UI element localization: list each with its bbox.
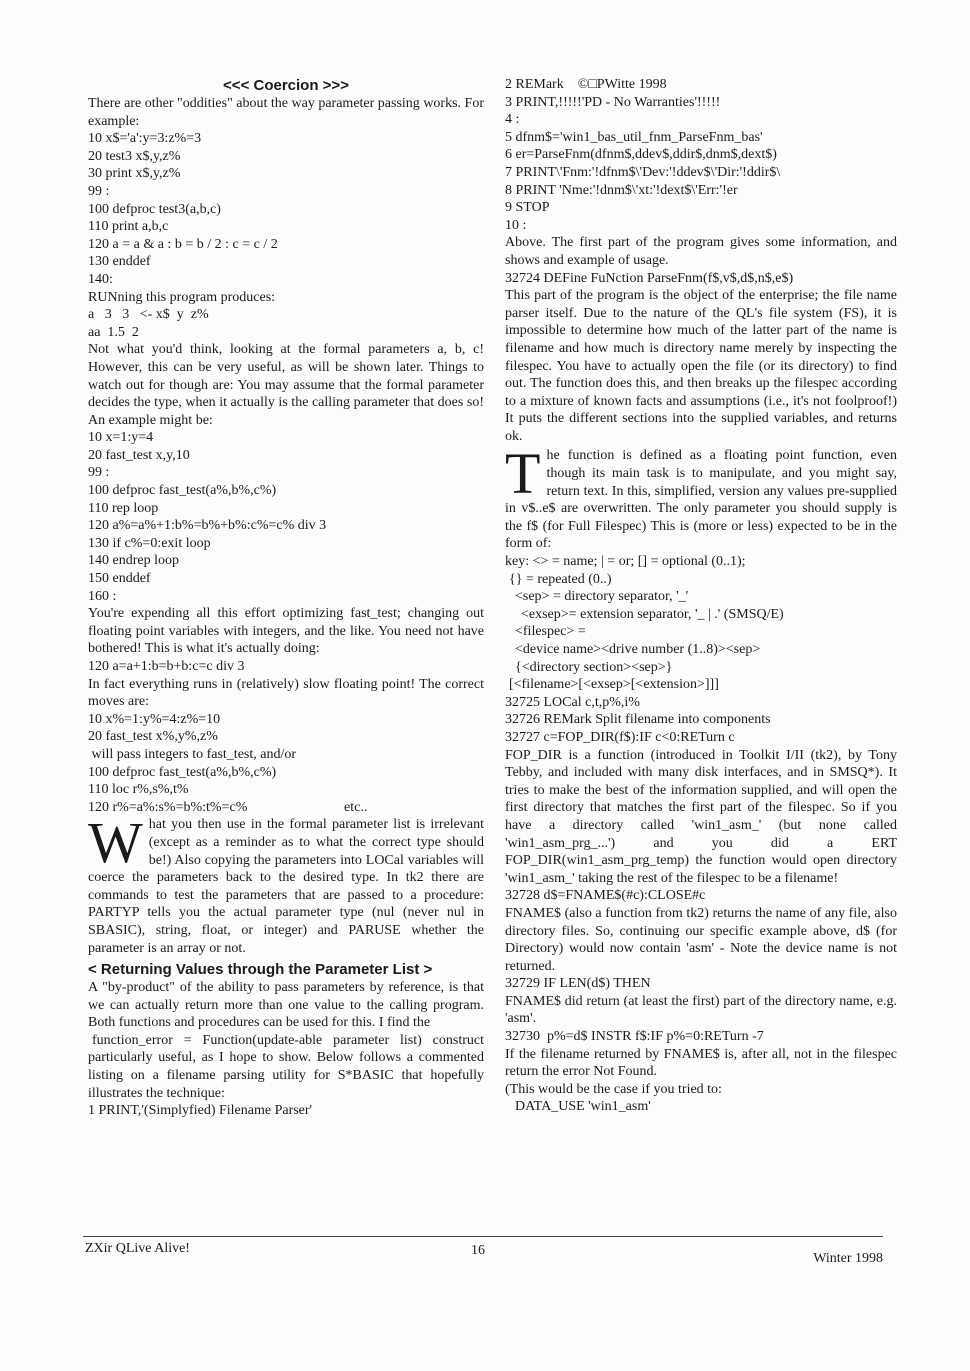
paragraph: hat you then use in the formal parameter list is irrelevant (except as a reminder as to what the correct type should be!) Also copying the parameters into LOCal variables will coerce the parameters back to the desired type. In tk2 there are commands to test the parameters that are passed to a procedure: PARTYP tells you the actual parameter type (nul (never nul in SBASIC), string, float, or integer) and PARUSE whether the parameter is an array or not.	[88, 817, 484, 956]
key-block	[505, 553, 897, 694]
section-heading-coercion: <<< Coercion >>>	[223, 77, 349, 94]
paragraph: FOP_DIR is a function (introduced in Toolkit I/II (tk2), by Tony Tebby, and included with many disk interfaces, and in SMSQ*). It tries to make the best of the information supplied, and will open the first directory that matches the first part of the filespec. So if you have a directory called 'win1_asm_' (but none called 'win1_asm_prg_...') and you did a ERT FOP_DIR(win1_asm_prg_temp) the function would open directory 'win1_asm_' taking the rest of the filespec to be a filename!	[505, 747, 897, 886]
code-line: 120 r%=a%:s%=b%:t%=c%	[88, 799, 248, 815]
dropcap-paragraph	[88, 810, 484, 957]
paragraph: In fact everything runs in (relatively) slow floating point! The correct moves are:	[88, 676, 484, 710]
code-line: 32728 d$=FNAME$(#c):CLOSE#c	[505, 888, 706, 904]
code-block	[88, 130, 484, 288]
code-line: 1 PRINT,'(Simplyfied) Filename Parser'	[88, 1103, 313, 1119]
code-line: 140 endrep loop	[88, 553, 179, 569]
code-line: 5 dfnm$='win1_bas_util_fnm_ParseFnm_bas'	[505, 129, 763, 145]
code-block	[505, 694, 897, 747]
code-line: 100 defproc test3(a,b,c)	[88, 201, 221, 217]
code-line: <exsep>= extension separator, '_ | .' (SMSQ/E)	[521, 606, 784, 622]
code-line: 10 x=1:y=4	[88, 430, 154, 446]
code-line: 7 PRINT\'Fnm:'!dfnm$\'Dev:'!ddev$\'Dir:'!ddir$\	[505, 164, 781, 180]
code-block	[88, 429, 484, 605]
page-footer	[83, 1236, 883, 1267]
paragraph: function_error = Function(update-able parameter list) construct particularly useful, as I hope to show. Below follows a commented listing on a filename parsing utility for S*BASIC that hopefully illustrates the technique:	[88, 1032, 484, 1101]
code-line: 3 PRINT,!!!!!'PD - No Warranties'!!!!!	[505, 94, 721, 110]
paragraph: (This would be the case if you tried to:	[505, 1081, 722, 1097]
section-heading-returning-values: < Returning Values through the Parameter List >	[88, 961, 433, 979]
dropcap-letter: T	[505, 441, 541, 507]
code-line: 120 a = a & a : b = b / 2 : c = c / 2	[88, 236, 278, 252]
code-line: 99 :	[88, 183, 110, 199]
code-line: 6 er=ParseFnm(dfnm$,ddev$,ddir$,dnm$,dext$)	[505, 147, 777, 163]
code-line: {<directory section><sep>}	[515, 659, 673, 675]
code-line: 32724 DEFine FuNction ParseFnm(f$,v$,d$,n$,e$)	[505, 270, 794, 286]
code-line: 120 a%=a%+1:b%=b%+b%:c%=c% div 3	[88, 518, 327, 534]
code-line: 160 :	[88, 588, 117, 604]
page-number: 16	[471, 1243, 485, 1258]
code-line: 4 :	[505, 112, 520, 128]
code-line: 10 :	[505, 217, 527, 233]
code-line: 32726 REMark Split filename into components	[505, 712, 771, 728]
code-line: 130 if c%=0:exit loop	[88, 535, 211, 551]
paragraph: You're expending all this effort optimizing fast_test; changing out floating point variables with integers, and the like. You need not have bothered! This is what it's actually doing:	[88, 606, 484, 657]
code-line: 20 fast_test x,y,10	[88, 447, 190, 463]
code-line: 32730 p%=d$ INSTR f$:IF p%=0:RETurn -7	[505, 1029, 764, 1045]
code-block	[88, 764, 484, 817]
paragraph: This part of the program is the object of the enterprise; the file name parser itself. Due to the nature of the QL's file system (FS), it is impossible to determine how much of the latter part of the name is filename and how much is directory name merely by inspecting the filespec. You have to actually open the file (or its directory) to find out. The function does this, and then breaks up the filespec according to a mixture of known facts and assumptions (i.e., it's not foolproof!) It puts the different sections into the supplied variables, and returns ok.	[505, 288, 897, 444]
code-line: 8 PRINT 'Nme:'!dnm$\'xt:'!dext$\'Err:'!er	[505, 182, 738, 198]
code-line: 30 print x$,y,z%	[88, 166, 181, 182]
code-line: {} = repeated (0..)	[509, 571, 612, 587]
etc-note: etc..	[344, 799, 368, 815]
code-line: aa 1.5 2	[88, 324, 139, 340]
code-line: 150 enddef	[88, 571, 151, 587]
code-block	[88, 658, 484, 676]
dropcap-letter: W	[88, 810, 143, 876]
code-line: a 3 3 <- x$ y z%	[88, 307, 209, 323]
code-line: <sep> = directory separator, '_'	[515, 589, 689, 605]
code-line: 10 x$='a':y=3:z%=3	[88, 131, 202, 147]
code-line: [<filename>[<exsep>[<extension>]]]	[509, 677, 719, 693]
code-line: <device name><drive number (1..8)><sep>	[515, 642, 761, 657]
paragraph: A "by-product" of the ability to pass parameters by reference, is that we can actually return more than one value to the calling program. Both functions and procedures can be used for this. I find the	[88, 980, 484, 1031]
code-line: 32729 IF LEN(d$) THEN	[505, 976, 651, 992]
code-block	[88, 711, 484, 746]
code-line: <filespec> =	[515, 624, 586, 640]
right-column	[505, 76, 897, 1116]
code-line: 32725 LOCal c,t,p%,i%	[505, 694, 640, 710]
code-line: 100 defproc fast_test(a%,b%,c%)	[88, 483, 277, 499]
code-line: 100 defproc fast_test(a%,b%,c%)	[88, 764, 277, 780]
code-line: 140:	[88, 271, 113, 287]
code-line: 2 REMark ©□PWitte 1998	[505, 77, 667, 92]
dropcap-paragraph	[505, 441, 897, 553]
code-line: 9 STOP	[505, 200, 550, 216]
paragraph: Above. The first part of the program gives some information, and shows and example of usage.	[505, 235, 897, 268]
code-line: 10 x%=1:y%=4:z%=10	[88, 711, 221, 727]
code-line: 110 loc r%,s%,t%	[88, 782, 189, 798]
code-line: 20 fast_test x%,y%,z%	[88, 729, 218, 745]
paragraph: If the filename returned by FNAME$ is, after all, not in the filespec return the error Not Found.	[505, 1046, 897, 1080]
paragraph: FNAME$ (also a function from tk2) returns the name of any file, also directory files. So, continuing our specific example above, d$ (for Directory) would now contain 'asm' - Note the device name is not returned.	[505, 905, 897, 974]
paragraph: he function is defined as a floating point function, even though its main task is to manipulate, and you might say, return text. In this, simplified, version any values pre-supplied in v$..e$ are overwritten. The only parameter you should supply is the f$ (for Full Filespec) This is (more or less) expected to be in the form of:	[505, 448, 897, 552]
code-line: 20 test3 x$,y,z%	[88, 148, 181, 164]
paragraph: There are other "oddities" about the way parameter passing works. For example:	[88, 96, 484, 129]
code-line: DATA_USE 'win1_asm'	[515, 1099, 651, 1115]
footer-publication-title: ZXir QLive Alive!	[85, 1241, 190, 1256]
code-block	[88, 306, 484, 341]
paragraph: RUNning this program produces:	[88, 289, 276, 305]
code-line: 99 :	[88, 465, 110, 481]
code-line: key: <> = name; | = or; [] = optional (0..1);	[505, 554, 746, 570]
footer-issue-date: Winter 1998	[813, 1251, 883, 1266]
code-line: will pass integers to fast_test, and/or	[88, 746, 297, 762]
code-line: 32727 c=FOP_DIR(f$):IF c<0:RETurn c	[505, 729, 735, 745]
code-line: 130 enddef	[88, 254, 151, 270]
paragraph: Not what you'd think, looking at the formal parameters a, b, c! However, this can be very useful, as will be shown later. Things to watch out for though are: You may assume that the formal parameter decides the type, when it actually is the calling parameter that does so! An example might be:	[88, 342, 484, 428]
left-column	[88, 76, 484, 1120]
code-line: 110 print a,b,c	[88, 219, 169, 235]
code-line: 110 rep loop	[88, 500, 159, 516]
code-block	[505, 76, 897, 234]
code-line: 120 a=a+1:b=b+b:c=c div 3	[88, 659, 245, 674]
paragraph: FNAME$ did return (at least the first) part of the directory name, e.g. 'asm'.	[505, 993, 897, 1027]
